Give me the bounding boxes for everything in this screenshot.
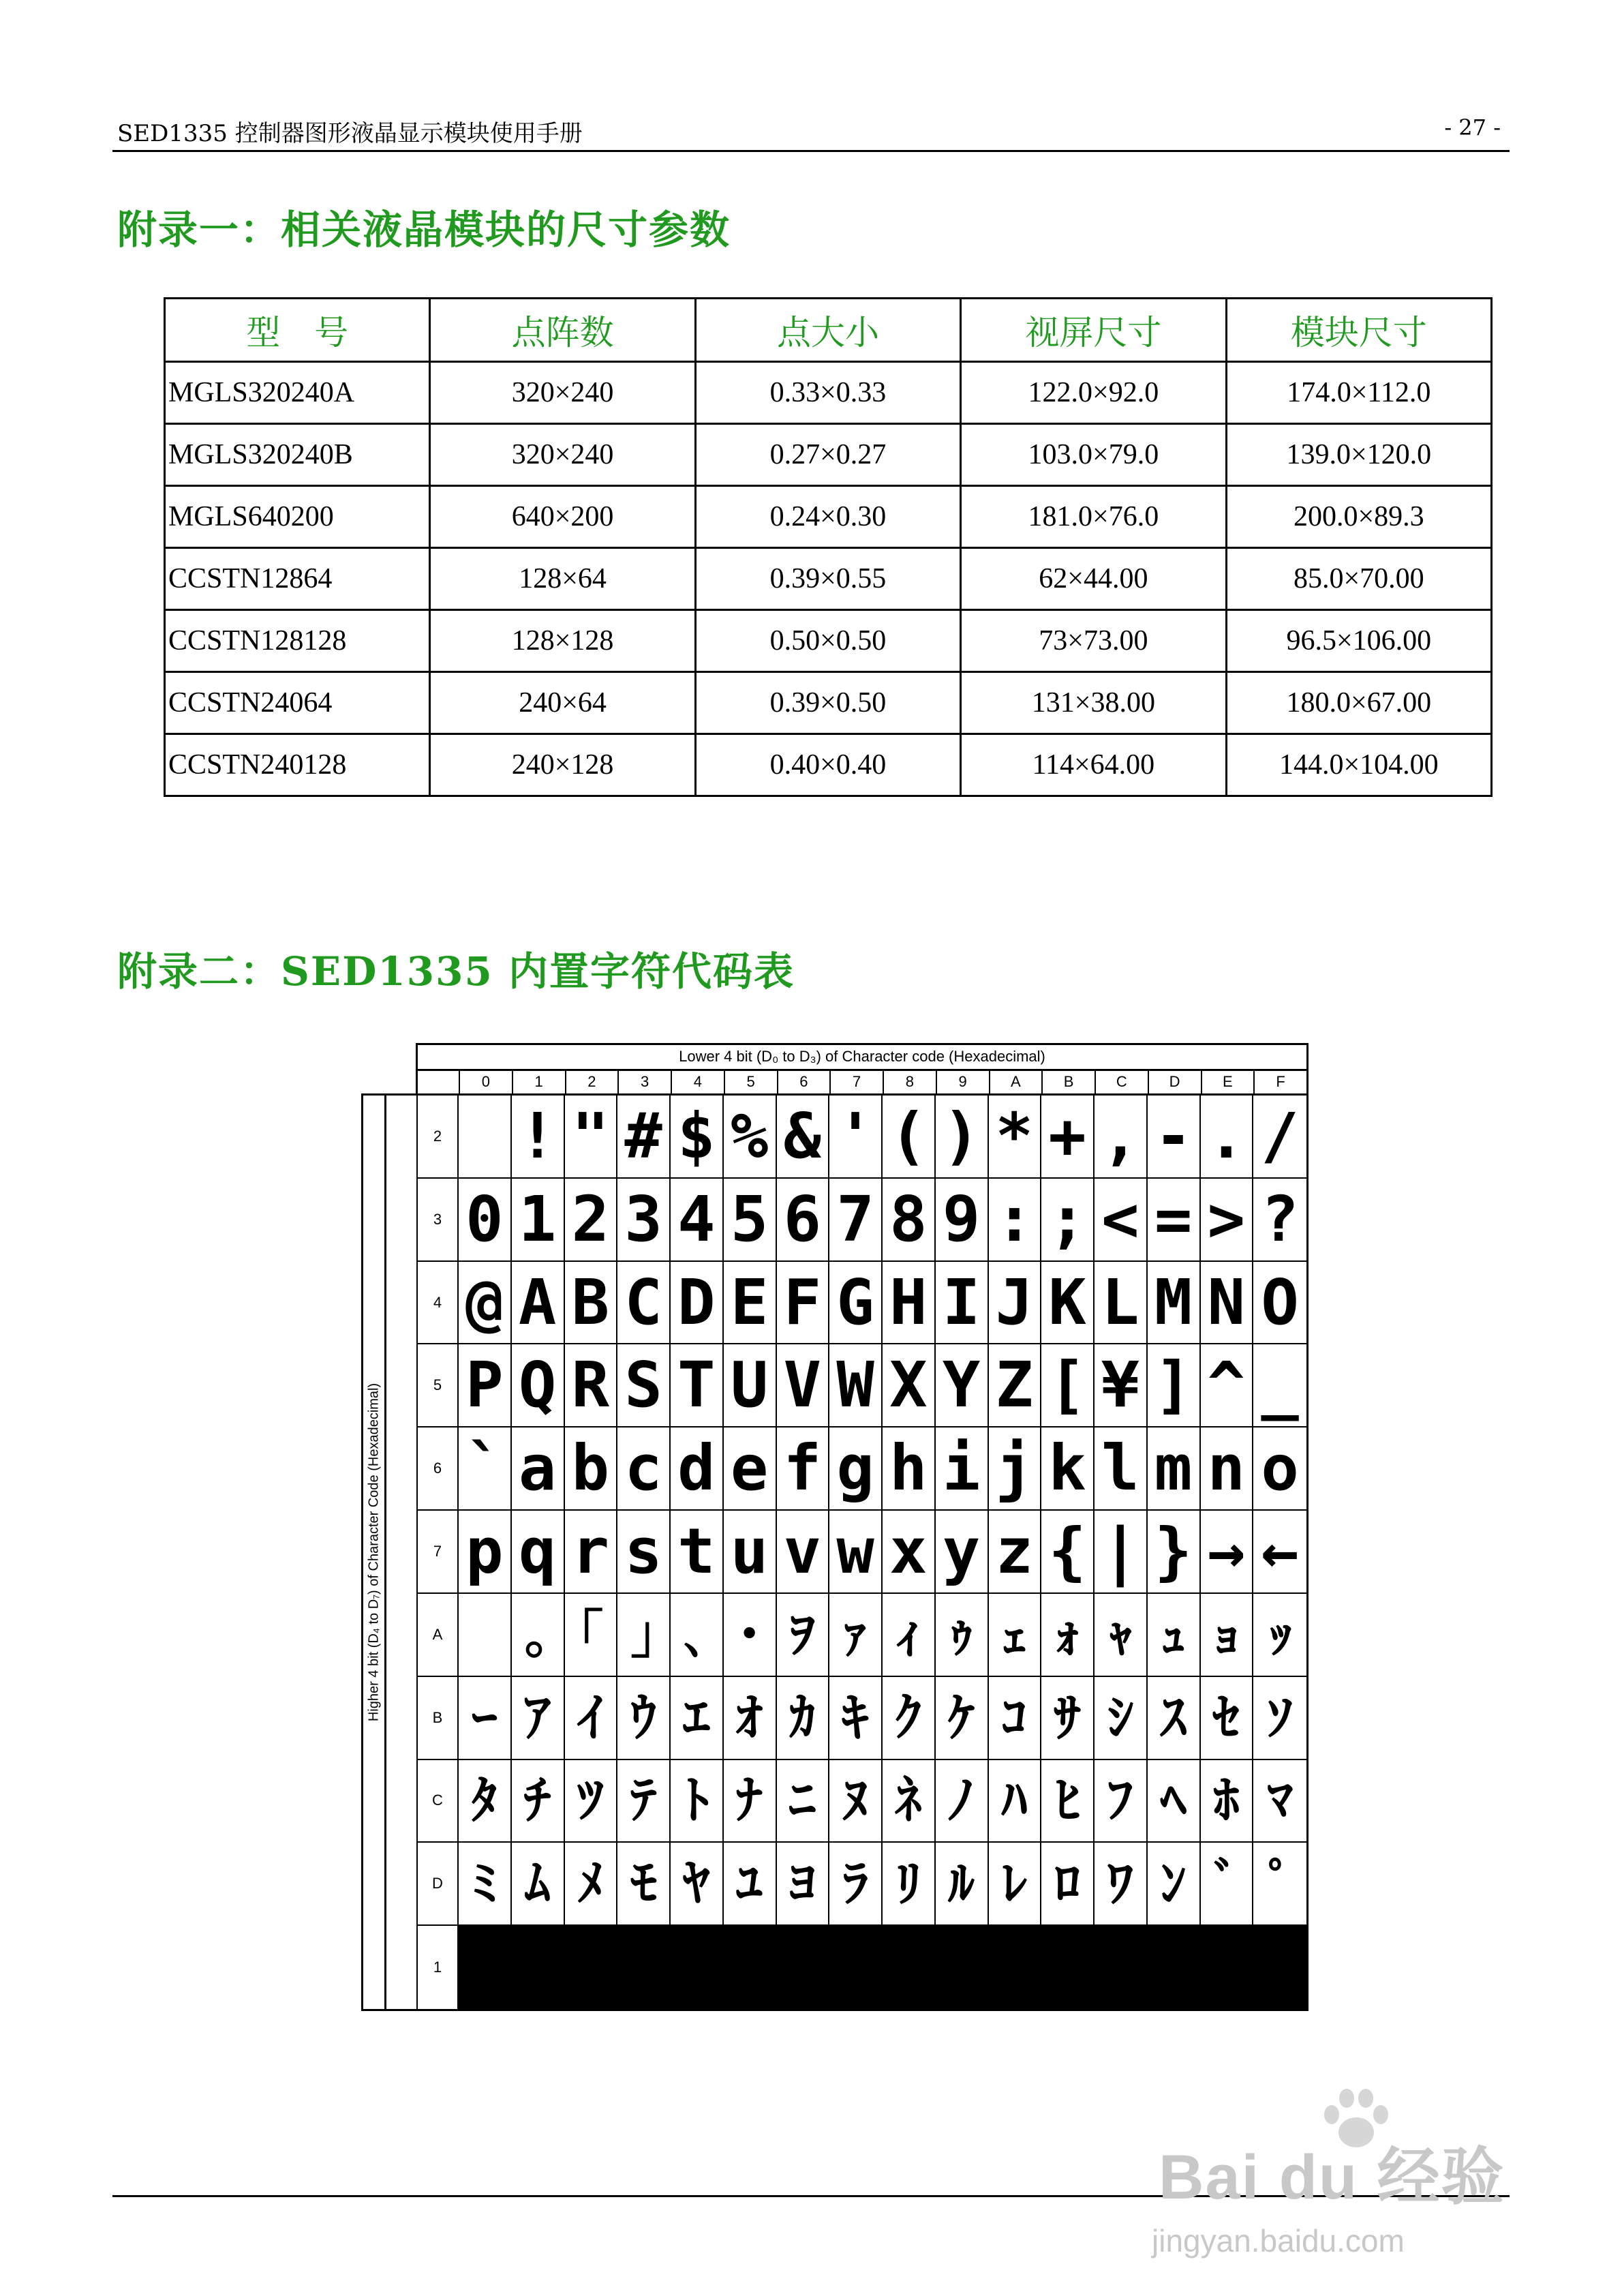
column-code: 3 [619, 1071, 672, 1093]
glyph-cell: X [883, 1344, 936, 1428]
row-code: C [418, 1760, 459, 1843]
glyph-cell: Q [512, 1344, 565, 1428]
glyph-cell: F [777, 1262, 830, 1345]
glyph-cell: q [512, 1511, 565, 1594]
table-row [165, 486, 1492, 548]
glyph-cell: r [565, 1511, 618, 1594]
row-code: 6 [418, 1428, 459, 1511]
col-dot-size: 点大小 [695, 299, 960, 362]
caption-spacer [386, 1096, 418, 1179]
glyph-cell: ﾚ [989, 1843, 1042, 1926]
glyph-cell: t [671, 1511, 724, 1594]
glyph-cell: l [1095, 1428, 1148, 1511]
column-code: 1 [513, 1071, 566, 1093]
glyph-cell: ﾄ [671, 1760, 724, 1843]
glyph-cell: ] [1148, 1344, 1201, 1428]
caption-spacer [386, 1760, 418, 1843]
glyph-cell: ｨ [883, 1594, 936, 1677]
glyph-cell: # [617, 1096, 671, 1179]
glyph-cell: i [936, 1428, 989, 1511]
column-code: 6 [778, 1071, 831, 1093]
module-size-cell: 144.0×104.00 [1226, 734, 1491, 796]
glyph-cell: _ [1253, 1344, 1306, 1428]
glyph-cell: ﾅ [724, 1760, 777, 1843]
column-code: B [1043, 1071, 1096, 1093]
glyph-cell: - [1148, 1096, 1201, 1179]
column-code: 5 [725, 1071, 778, 1093]
model-cell: CCSTN240128 [165, 734, 430, 796]
row-code: 4 [418, 1262, 459, 1345]
glyph-cell: ｶ [777, 1677, 830, 1760]
glyph-cell: ｷ [829, 1677, 883, 1760]
glyph-cell: ! [512, 1096, 565, 1179]
glyph-cell: ﾖ [777, 1843, 830, 1926]
column-code: C [1096, 1071, 1149, 1093]
glyph-cell: ｿ [1253, 1677, 1306, 1760]
glyph-cell: y [936, 1511, 989, 1594]
character-grid [384, 1093, 1309, 2011]
view-size-cell: 114×64.00 [961, 734, 1226, 796]
solid-glyph-cell [777, 1926, 830, 2009]
caption-spacer [386, 1179, 418, 1262]
glyph-cell: ｮ [1201, 1594, 1254, 1677]
glyph-cell: ^ [1201, 1344, 1254, 1428]
table-header-row [165, 299, 1492, 362]
module-size-cell: 200.0×89.3 [1226, 486, 1491, 548]
glyph-cell: ｬ [1095, 1594, 1148, 1677]
glyph-cell: ﾏ [1253, 1760, 1306, 1843]
glyph-cell: x [883, 1511, 936, 1594]
glyph-cell: ｲ [565, 1677, 618, 1760]
glyph-cell: m [1148, 1428, 1201, 1511]
glyph-cell: ; [1041, 1179, 1095, 1262]
glyph-cell: 7 [829, 1179, 883, 1262]
model-cell: CCSTN12864 [165, 548, 430, 610]
column-code: D [1149, 1071, 1202, 1093]
dots-cell: 640×200 [430, 486, 695, 548]
glyph-cell: ﾉ [936, 1760, 989, 1843]
dots-cell: 320×240 [430, 424, 695, 486]
glyph-cell: u [724, 1511, 777, 1594]
glyph-cell: v [777, 1511, 830, 1594]
table-row [165, 362, 1492, 424]
module-size-cell: 85.0×70.00 [1226, 548, 1491, 610]
glyph-cell: 8 [883, 1179, 936, 1262]
glyph-cell: B [565, 1262, 618, 1345]
glyph-cell: o [1253, 1428, 1306, 1511]
glyph-cell: ﾗ [829, 1843, 883, 1926]
solid-glyph-cell [459, 1926, 512, 2009]
dots-cell: 128×128 [430, 610, 695, 672]
solid-glyph-cell [936, 1926, 989, 2009]
glyph-cell: ｧ [829, 1594, 883, 1677]
glyph-cell: z [989, 1511, 1042, 1594]
glyph-cell: { [1041, 1511, 1095, 1594]
solid-glyph-cell [671, 1926, 724, 2009]
row-code: A [418, 1594, 459, 1677]
glyph-cell: ｢ [565, 1594, 618, 1677]
glyph-cell: 6 [777, 1179, 830, 1262]
glyph-cell: | [1095, 1511, 1148, 1594]
dot-size-cell: 0.39×0.50 [695, 672, 960, 734]
module-size-cell: 139.0×120.0 [1226, 424, 1491, 486]
glyph-cell [459, 1594, 512, 1677]
glyph-cell: ﾍ [1148, 1760, 1201, 1843]
module-size-cell: 180.0×67.00 [1226, 672, 1491, 734]
glyph-cell: n [1201, 1428, 1254, 1511]
column-code: A [990, 1071, 1043, 1093]
dot-size-cell: 0.50×0.50 [695, 610, 960, 672]
column-code: 4 [672, 1071, 725, 1093]
glyph-cell: ` [459, 1428, 512, 1511]
row-code: 5 [418, 1344, 459, 1428]
caption-spacer [386, 1926, 418, 2009]
glyph-cell: > [1201, 1179, 1254, 1262]
glyph-cell: E [724, 1262, 777, 1345]
table-row [165, 548, 1492, 610]
glyph-cell: 2 [565, 1179, 618, 1262]
glyph-cell: " [565, 1096, 618, 1179]
glyph-cell: ( [883, 1096, 936, 1179]
glyph-cell: ｹ [936, 1677, 989, 1760]
glyph-cell: ﾝ [1148, 1843, 1201, 1926]
header-corner [418, 1071, 460, 1093]
column-code: 8 [884, 1071, 937, 1093]
glyph-cell: ﾌ [1095, 1760, 1148, 1843]
dot-size-cell: 0.24×0.30 [695, 486, 960, 548]
glyph-cell: % [724, 1096, 777, 1179]
model-cell: MGLS320240A [165, 362, 430, 424]
glyph-cell: w [829, 1511, 883, 1594]
col-view-size: 视屏尺寸 [961, 299, 1226, 362]
glyph-cell: ｱ [512, 1677, 565, 1760]
glyph-cell: ｼ [1095, 1677, 1148, 1760]
glyph-cell: s [617, 1511, 671, 1594]
glyph-cell: O [1253, 1262, 1306, 1345]
glyph-cell: h [883, 1428, 936, 1511]
glyph-cell: $ [671, 1096, 724, 1179]
glyph-cell: ﾐ [459, 1843, 512, 1926]
higher-bit-caption: Higher 4 bit (D₄ to D₇) of Character Code (Hexadecimal) [366, 1383, 381, 1722]
higher-bit-caption-box [361, 1093, 384, 2011]
row-code: 3 [418, 1179, 459, 1262]
solid-glyph-cell [1041, 1926, 1095, 2009]
caption-spacer [386, 1262, 418, 1345]
table-row [165, 424, 1492, 486]
glyph-cell: ﾀ [459, 1760, 512, 1843]
glyph-cell: U [724, 1344, 777, 1428]
glyph-cell: Y [936, 1344, 989, 1428]
glyph-cell: / [1253, 1096, 1306, 1179]
glyph-cell: d [671, 1428, 724, 1511]
glyph-cell: T [671, 1344, 724, 1428]
baidu-watermark [1131, 2086, 1540, 2291]
solid-glyph-cell [512, 1926, 565, 2009]
glyph-cell: ･ [724, 1594, 777, 1677]
solid-glyph-cell [1201, 1926, 1254, 2009]
row-code: D [418, 1843, 459, 1926]
col-model: 型 号 [165, 299, 430, 362]
glyph-cell: ? [1253, 1179, 1306, 1262]
glyph-cell: ｾ [1201, 1677, 1254, 1760]
solid-glyph-cell [829, 1926, 883, 2009]
glyph-cell: ﾋ [1041, 1760, 1095, 1843]
glyph-cell: W [829, 1344, 883, 1428]
col-dots: 点阵数 [430, 299, 695, 362]
glyph-cell: c [617, 1428, 671, 1511]
lower-bit-caption: Lower 4 bit (D₀ to D₃) of Character code (Hexadecimal) [416, 1043, 1309, 1069]
module-size-table [164, 297, 1493, 797]
solid-glyph-cell [724, 1926, 777, 2009]
glyph-cell: ¥ [1095, 1344, 1148, 1428]
glyph-cell: 4 [671, 1179, 724, 1262]
dot-size-cell: 0.27×0.27 [695, 424, 960, 486]
solid-glyph-cell [565, 1926, 618, 2009]
column-code: E [1202, 1071, 1255, 1093]
glyph-cell: ｵ [724, 1677, 777, 1760]
glyph-cell: V [777, 1344, 830, 1428]
dots-cell: 240×128 [430, 734, 695, 796]
glyph-cell: R [565, 1344, 618, 1428]
glyph-cell: A [512, 1262, 565, 1345]
glyph-cell: I [936, 1262, 989, 1345]
glyph-cell: L [1095, 1262, 1148, 1345]
column-code-header [416, 1069, 1309, 1093]
glyph-cell: } [1148, 1511, 1201, 1594]
page-header [117, 115, 1501, 150]
glyph-cell: N [1201, 1262, 1254, 1345]
glyph-cell: ｸ [883, 1677, 936, 1760]
glyph-cell: ｦ [777, 1594, 830, 1677]
row-code: 7 [418, 1511, 459, 1594]
glyph-cell: 9 [936, 1179, 989, 1262]
glyph-cell: < [1095, 1179, 1148, 1262]
glyph-cell: = [1148, 1179, 1201, 1262]
header-divider [112, 150, 1510, 152]
page-number: - 27 - [1444, 115, 1501, 140]
glyph-cell: ｪ [989, 1594, 1042, 1677]
glyph-cell: 5 [724, 1179, 777, 1262]
row-code: 2 [418, 1096, 459, 1179]
glyph-cell: @ [459, 1262, 512, 1345]
glyph-cell: ｭ [1148, 1594, 1201, 1677]
solid-glyph-cell [1095, 1926, 1148, 2009]
column-code: 2 [566, 1071, 619, 1093]
glyph-cell: ﾓ [617, 1843, 671, 1926]
glyph-cell: G [829, 1262, 883, 1345]
view-size-cell: 62×44.00 [961, 548, 1226, 610]
view-size-cell: 103.0×79.0 [961, 424, 1226, 486]
glyph-cell: [ [1041, 1344, 1095, 1428]
glyph-cell: ｩ [936, 1594, 989, 1677]
column-code: F [1276, 1073, 1285, 1090]
dots-cell: 128×64 [430, 548, 695, 610]
table-row [165, 672, 1492, 734]
glyph-cell: & [777, 1096, 830, 1179]
glyph-cell: P [459, 1344, 512, 1428]
glyph-cell: ﾃ [617, 1760, 671, 1843]
glyph-cell: g [829, 1428, 883, 1511]
glyph-cell: a [512, 1428, 565, 1511]
view-size-cell: 73×73.00 [961, 610, 1226, 672]
glyph-cell: 1 [512, 1179, 565, 1262]
row-code: 1 [418, 1926, 459, 2009]
solid-glyph-cell [883, 1926, 936, 2009]
watermark-url: jingyan.baidu.com [1152, 2223, 1405, 2259]
dots-cell: 320×240 [430, 362, 695, 424]
header-title: SED1335 控制器图形液晶显示模块使用手册 [117, 120, 583, 147]
view-size-cell: 181.0×76.0 [961, 486, 1226, 548]
appendix2-heading: 附录二：SED1335 内置字符代码表 [117, 948, 795, 995]
glyph-cell: ｡ [512, 1594, 565, 1677]
glyph-cell: j [989, 1428, 1042, 1511]
glyph-cell: 0 [459, 1179, 512, 1262]
appendix1-heading: 附录一：相关液晶模块的尺寸参数 [117, 207, 731, 253]
glyph-cell: ｻ [1041, 1677, 1095, 1760]
watermark-main: Bai du 经验 [1159, 2143, 1505, 2212]
glyph-cell: ｯ [1253, 1594, 1306, 1677]
glyph-cell: ､ [671, 1594, 724, 1677]
dot-size-cell: 0.39×0.55 [695, 548, 960, 610]
glyph-cell: ﾔ [671, 1843, 724, 1926]
view-size-cell: 131×38.00 [961, 672, 1226, 734]
col-module-size: 模块尺寸 [1226, 299, 1491, 362]
solid-glyph-cell [989, 1926, 1042, 2009]
glyph-cell: ｽ [1148, 1677, 1201, 1760]
glyph-cell: → [1201, 1511, 1254, 1594]
glyph-cell: ﾊ [989, 1760, 1042, 1843]
model-cell: CCSTN128128 [165, 610, 430, 672]
glyph-cell: f [777, 1428, 830, 1511]
glyph-cell: ｫ [1041, 1594, 1095, 1677]
dot-size-cell: 0.40×0.40 [695, 734, 960, 796]
glyph-cell: * [989, 1096, 1042, 1179]
glyph-cell: ｳ [617, 1677, 671, 1760]
view-size-cell: 122.0×92.0 [961, 362, 1226, 424]
table-row [165, 734, 1492, 796]
model-cell: MGLS320240B [165, 424, 430, 486]
table-row [165, 610, 1492, 672]
glyph-cell: ﾆ [777, 1760, 830, 1843]
glyph-cell: , [1095, 1096, 1148, 1179]
glyph-cell: ﾞ [1201, 1843, 1254, 1926]
glyph-cell: S [617, 1344, 671, 1428]
glyph-cell: ﾒ [565, 1843, 618, 1926]
glyph-cell: J [989, 1262, 1042, 1345]
glyph-cell: e [724, 1428, 777, 1511]
glyph-cell: k [1041, 1428, 1095, 1511]
model-cell: MGLS640200 [165, 486, 430, 548]
glyph-cell [459, 1096, 512, 1179]
glyph-cell: ﾑ [512, 1843, 565, 1926]
glyph-cell: + [1041, 1096, 1095, 1179]
glyph-cell: 3 [617, 1179, 671, 1262]
glyph-cell: ｴ [671, 1677, 724, 1760]
column-code: 9 [937, 1071, 990, 1093]
caption-spacer [386, 1428, 418, 1511]
glyph-cell: H [883, 1262, 936, 1345]
caption-spacer [386, 1677, 418, 1760]
solid-glyph-cell [617, 1926, 671, 2009]
glyph-cell: ﾎ [1201, 1760, 1254, 1843]
column-code: 7 [831, 1071, 884, 1093]
glyph-cell: ﾙ [936, 1843, 989, 1926]
dot-size-cell: 0.33×0.33 [695, 362, 960, 424]
glyph-cell: ﾇ [829, 1760, 883, 1843]
glyph-cell: ﾁ [512, 1760, 565, 1843]
glyph-cell: : [989, 1179, 1042, 1262]
caption-spacer [386, 1511, 418, 1594]
glyph-cell: K [1041, 1262, 1095, 1345]
glyph-cell: ﾂ [565, 1760, 618, 1843]
glyph-cell: D [671, 1262, 724, 1345]
glyph-cell: ﾘ [883, 1843, 936, 1926]
glyph-cell: b [565, 1428, 618, 1511]
glyph-cell: ﾕ [724, 1843, 777, 1926]
column-code: 0 [460, 1071, 513, 1093]
module-size-cell: 96.5×106.00 [1226, 610, 1491, 672]
glyph-cell: Z [989, 1344, 1042, 1428]
glyph-cell: C [617, 1262, 671, 1345]
caption-spacer [386, 1594, 418, 1677]
model-cell: CCSTN24064 [165, 672, 430, 734]
glyph-cell: ﾜ [1095, 1843, 1148, 1926]
glyph-cell: ﾈ [883, 1760, 936, 1843]
solid-glyph-cell [1253, 1926, 1306, 2009]
glyph-cell: ｰ [459, 1677, 512, 1760]
glyph-cell: ﾛ [1041, 1843, 1095, 1926]
module-size-cell: 174.0×112.0 [1226, 362, 1491, 424]
glyph-cell: M [1148, 1262, 1201, 1345]
solid-glyph-cell [1148, 1926, 1201, 2009]
character-code-chart [361, 1043, 1309, 2011]
glyph-cell: ｺ [989, 1677, 1042, 1760]
glyph-cell: ← [1253, 1511, 1306, 1594]
dots-cell: 240×64 [430, 672, 695, 734]
caption-spacer [386, 1344, 418, 1428]
glyph-cell: ' [829, 1096, 883, 1179]
glyph-cell: ) [936, 1096, 989, 1179]
glyph-cell: p [459, 1511, 512, 1594]
glyph-cell: ﾟ [1253, 1843, 1306, 1926]
glyph-cell: . [1201, 1096, 1254, 1179]
glyph-cell: ｣ [617, 1594, 671, 1677]
row-code: B [418, 1677, 459, 1760]
caption-spacer [386, 1843, 418, 1926]
